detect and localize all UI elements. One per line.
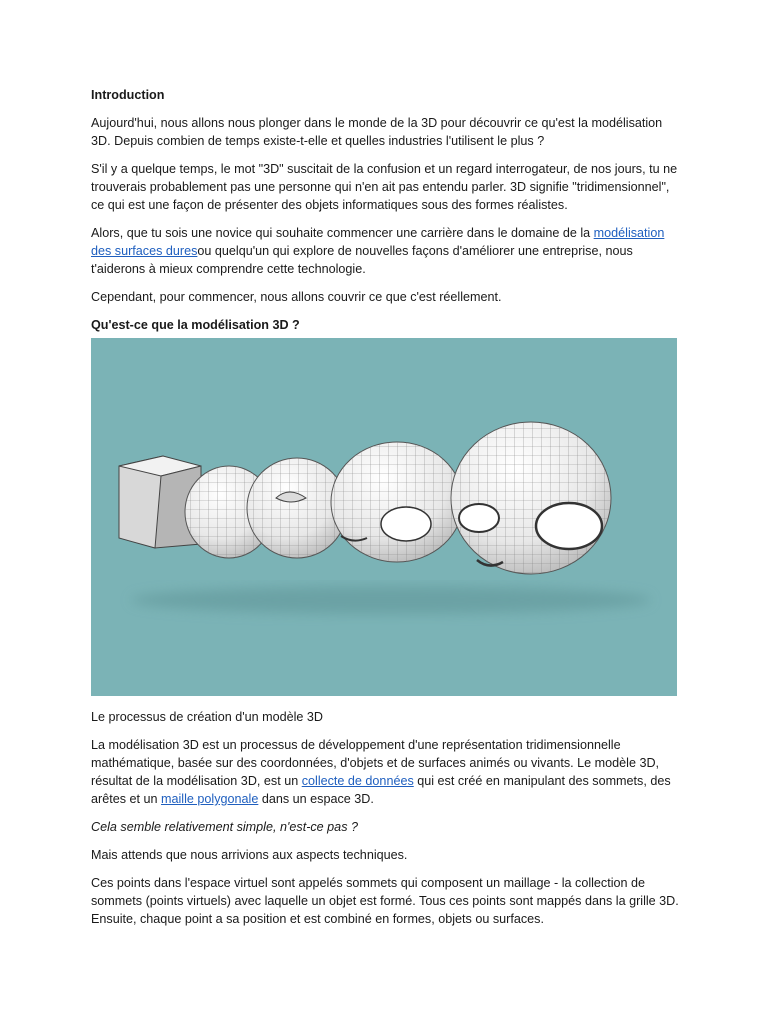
3d-modeling-illustration	[91, 338, 677, 696]
head-model-final	[451, 422, 611, 574]
paragraph-intro: Aujourd'hui, nous allons nous plonger dans le monde de la 3D pour découvrir ce qu'est la modélisation 3D. Depuis combien de temps existe-t-elle et quelles industries l'utilisent le plus ?	[91, 116, 663, 148]
paragraph-start: Cependant, pour commencer, nous allons couvrir ce que c'est réellement.	[91, 290, 502, 304]
head-model-refined	[331, 442, 463, 562]
document-body	[91, 86, 681, 938]
italic-question: Cela semble relativement simple, n'est-ce pas ?	[91, 820, 358, 834]
section-heading-what-is-3d: Qu'est-ce que la modélisation 3D ?	[91, 318, 300, 332]
link-hard-surface-modeling[interactable]: modélisation des surfaces dures	[91, 226, 665, 258]
link-data-collection[interactable]: collecte de données	[301, 774, 414, 788]
paragraph-vertices: Ces points dans l'espace virtuel sont appelés sommets qui composent un maillage - la collection de sommets (points virtuels) avec laquelle un objet est formé. Tous ces points sont mappés dans la grille 3D. Ensuite, chaque point a sa position et est combiné en formes, objets ou surfaces.	[91, 876, 679, 926]
paragraph-definition-text-3: dans un espace 3D.	[258, 792, 374, 806]
paragraph-audience	[91, 224, 681, 278]
paragraph-definition-text-2: qui est créé en manipulant des sommets, des arêtes et un	[91, 774, 671, 806]
figure-caption: Le processus de création d'un modèle 3D	[91, 710, 324, 724]
paragraph-audience-text-1: Alors, que tu sois une novice qui souhaite commencer une carrière dans le domaine de la	[91, 226, 594, 240]
intro-heading: Introduction	[91, 88, 165, 102]
paragraph-technical: Mais attends que nous arrivions aux aspects techniques.	[91, 848, 408, 862]
paragraph-simple-question	[91, 818, 681, 836]
paragraph-audience-text-2: ou quelqu'un qui explore de nouvelles façons d'améliorer une entreprise, nous t'aiderons à mieux comprendre cette technologie.	[91, 244, 633, 276]
paragraph-3d-meaning: S'il y a quelque temps, le mot "3D" suscitait de la confusion et un regard interrogateur, de nos jours, tu ne trouverais probablement pas une personne qui n'en ait pas entendu parler. 3D signifie "tridimensionnel", ce qui est une façon de présenter des objets informatiques sous des formes réalistes.	[91, 162, 678, 212]
paragraph-definition	[91, 736, 681, 808]
paragraph-definition-text-1: La modélisation 3D est un processus de développement d'une représentation tridimensionnelle mathématique, basée sur des coordonnées, d'objets et de surfaces animés ou vivants. Le modèle 3D, résultat de la modélisation 3D, est un	[91, 738, 660, 788]
link-polygon-mesh[interactable]: maille polygonale	[161, 792, 259, 806]
